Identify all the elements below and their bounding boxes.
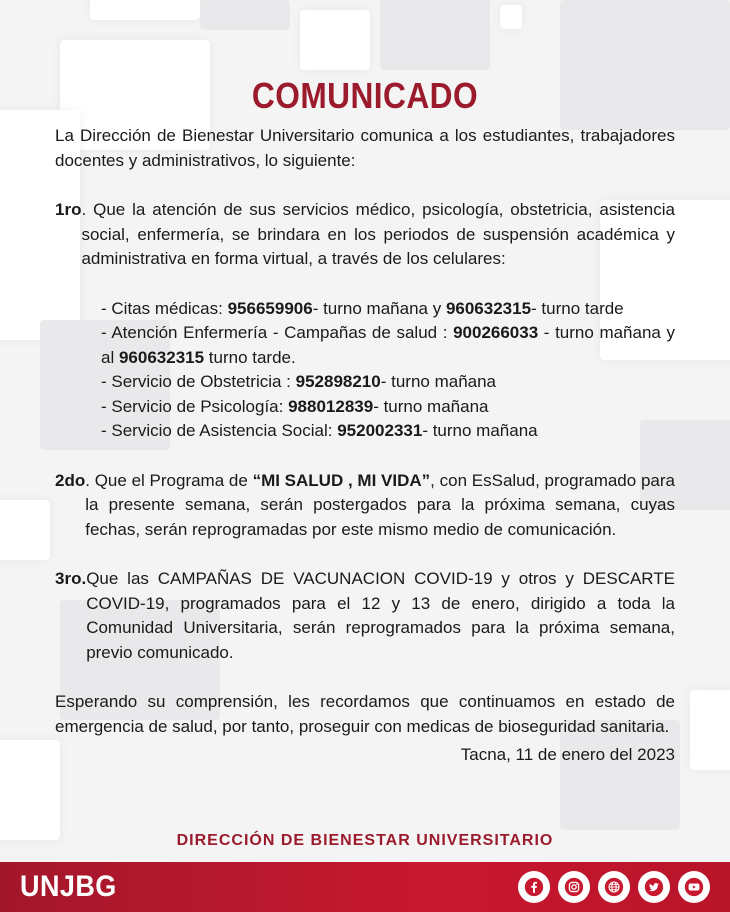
- item-1-number: 1ro: [55, 200, 82, 219]
- list-item: - Servicio de Obstetricia : 952898210- turno mañana: [101, 372, 497, 391]
- social-icons: [518, 871, 710, 903]
- services-list: [55, 297, 675, 444]
- youtube-icon[interactable]: [678, 871, 710, 903]
- list-item: - Servicio de Asistencia Social: 952002331- turno mañana: [101, 421, 538, 440]
- item-2: [55, 469, 675, 543]
- list-item: - Servicio de Psicología: 988012839- turno mañana: [101, 396, 489, 416]
- twitter-icon[interactable]: [638, 871, 670, 903]
- item-1-text: . Que la atención de sus servicios médico, psicología, obstetricia, asistencia social, enfermería, se brindara en los periodos de suspensión académica y administrativa en forma virtual, a través de los celulares:: [81, 200, 675, 268]
- footer-bar: [0, 862, 730, 912]
- list-item: - Atención Enfermería - Campañas de salud : 900266033 - turno mañana y al 960632315 turno tarde.: [101, 323, 675, 367]
- facebook-icon[interactable]: [518, 871, 550, 903]
- intro-paragraph: La Dirección de Bienestar Universitario comunica a los estudiantes, trabajadores docentes y administrativos, lo siguiente:: [55, 126, 675, 170]
- instagram-icon[interactable]: [558, 871, 590, 903]
- item-3-text: Que las CAMPAÑAS DE VACUNACION COVID-19 y otros y DESCARTE COVID-19, programados para el 12 y 13 de enero, dirigido a toda la Comunidad Universitaria, serán reprogramados para la próxima semana, previo comunicado.: [86, 569, 675, 662]
- item-2-text: . Que el Programa de “MI SALUD , MI VIDA”, con EsSalud, programado para la presente semana, serán postergados para la próxima semana, cuyas fechas, serán reprogramadas por este mismo medio de comunicación.: [85, 470, 675, 539]
- item-1: [55, 198, 675, 272]
- announcement-body: [55, 72, 675, 768]
- signature-org: DIRECCIÓN DE BIENESTAR UNIVERSITARIO: [176, 832, 554, 849]
- page-title: COMUNICADO: [251, 75, 479, 116]
- item-3-number: 3ro.: [55, 569, 87, 588]
- item-3: [55, 567, 675, 665]
- web-globe-icon[interactable]: [598, 871, 630, 903]
- brand-logo-text: UNJBG: [20, 870, 117, 903]
- closing-paragraph: Esperando su comprensión, les recordamos que continuamos en estado de emergencia de salud, por tanto, proseguir con medicas de bioseguridad sanitaria.: [55, 692, 675, 736]
- list-item: - Citas médicas: 956659906- turno mañana y 960632315- turno tarde: [101, 298, 624, 318]
- date-line: Tacna, 11 de enero del 2023: [460, 745, 675, 764]
- item-2-number: 2do: [55, 470, 86, 490]
